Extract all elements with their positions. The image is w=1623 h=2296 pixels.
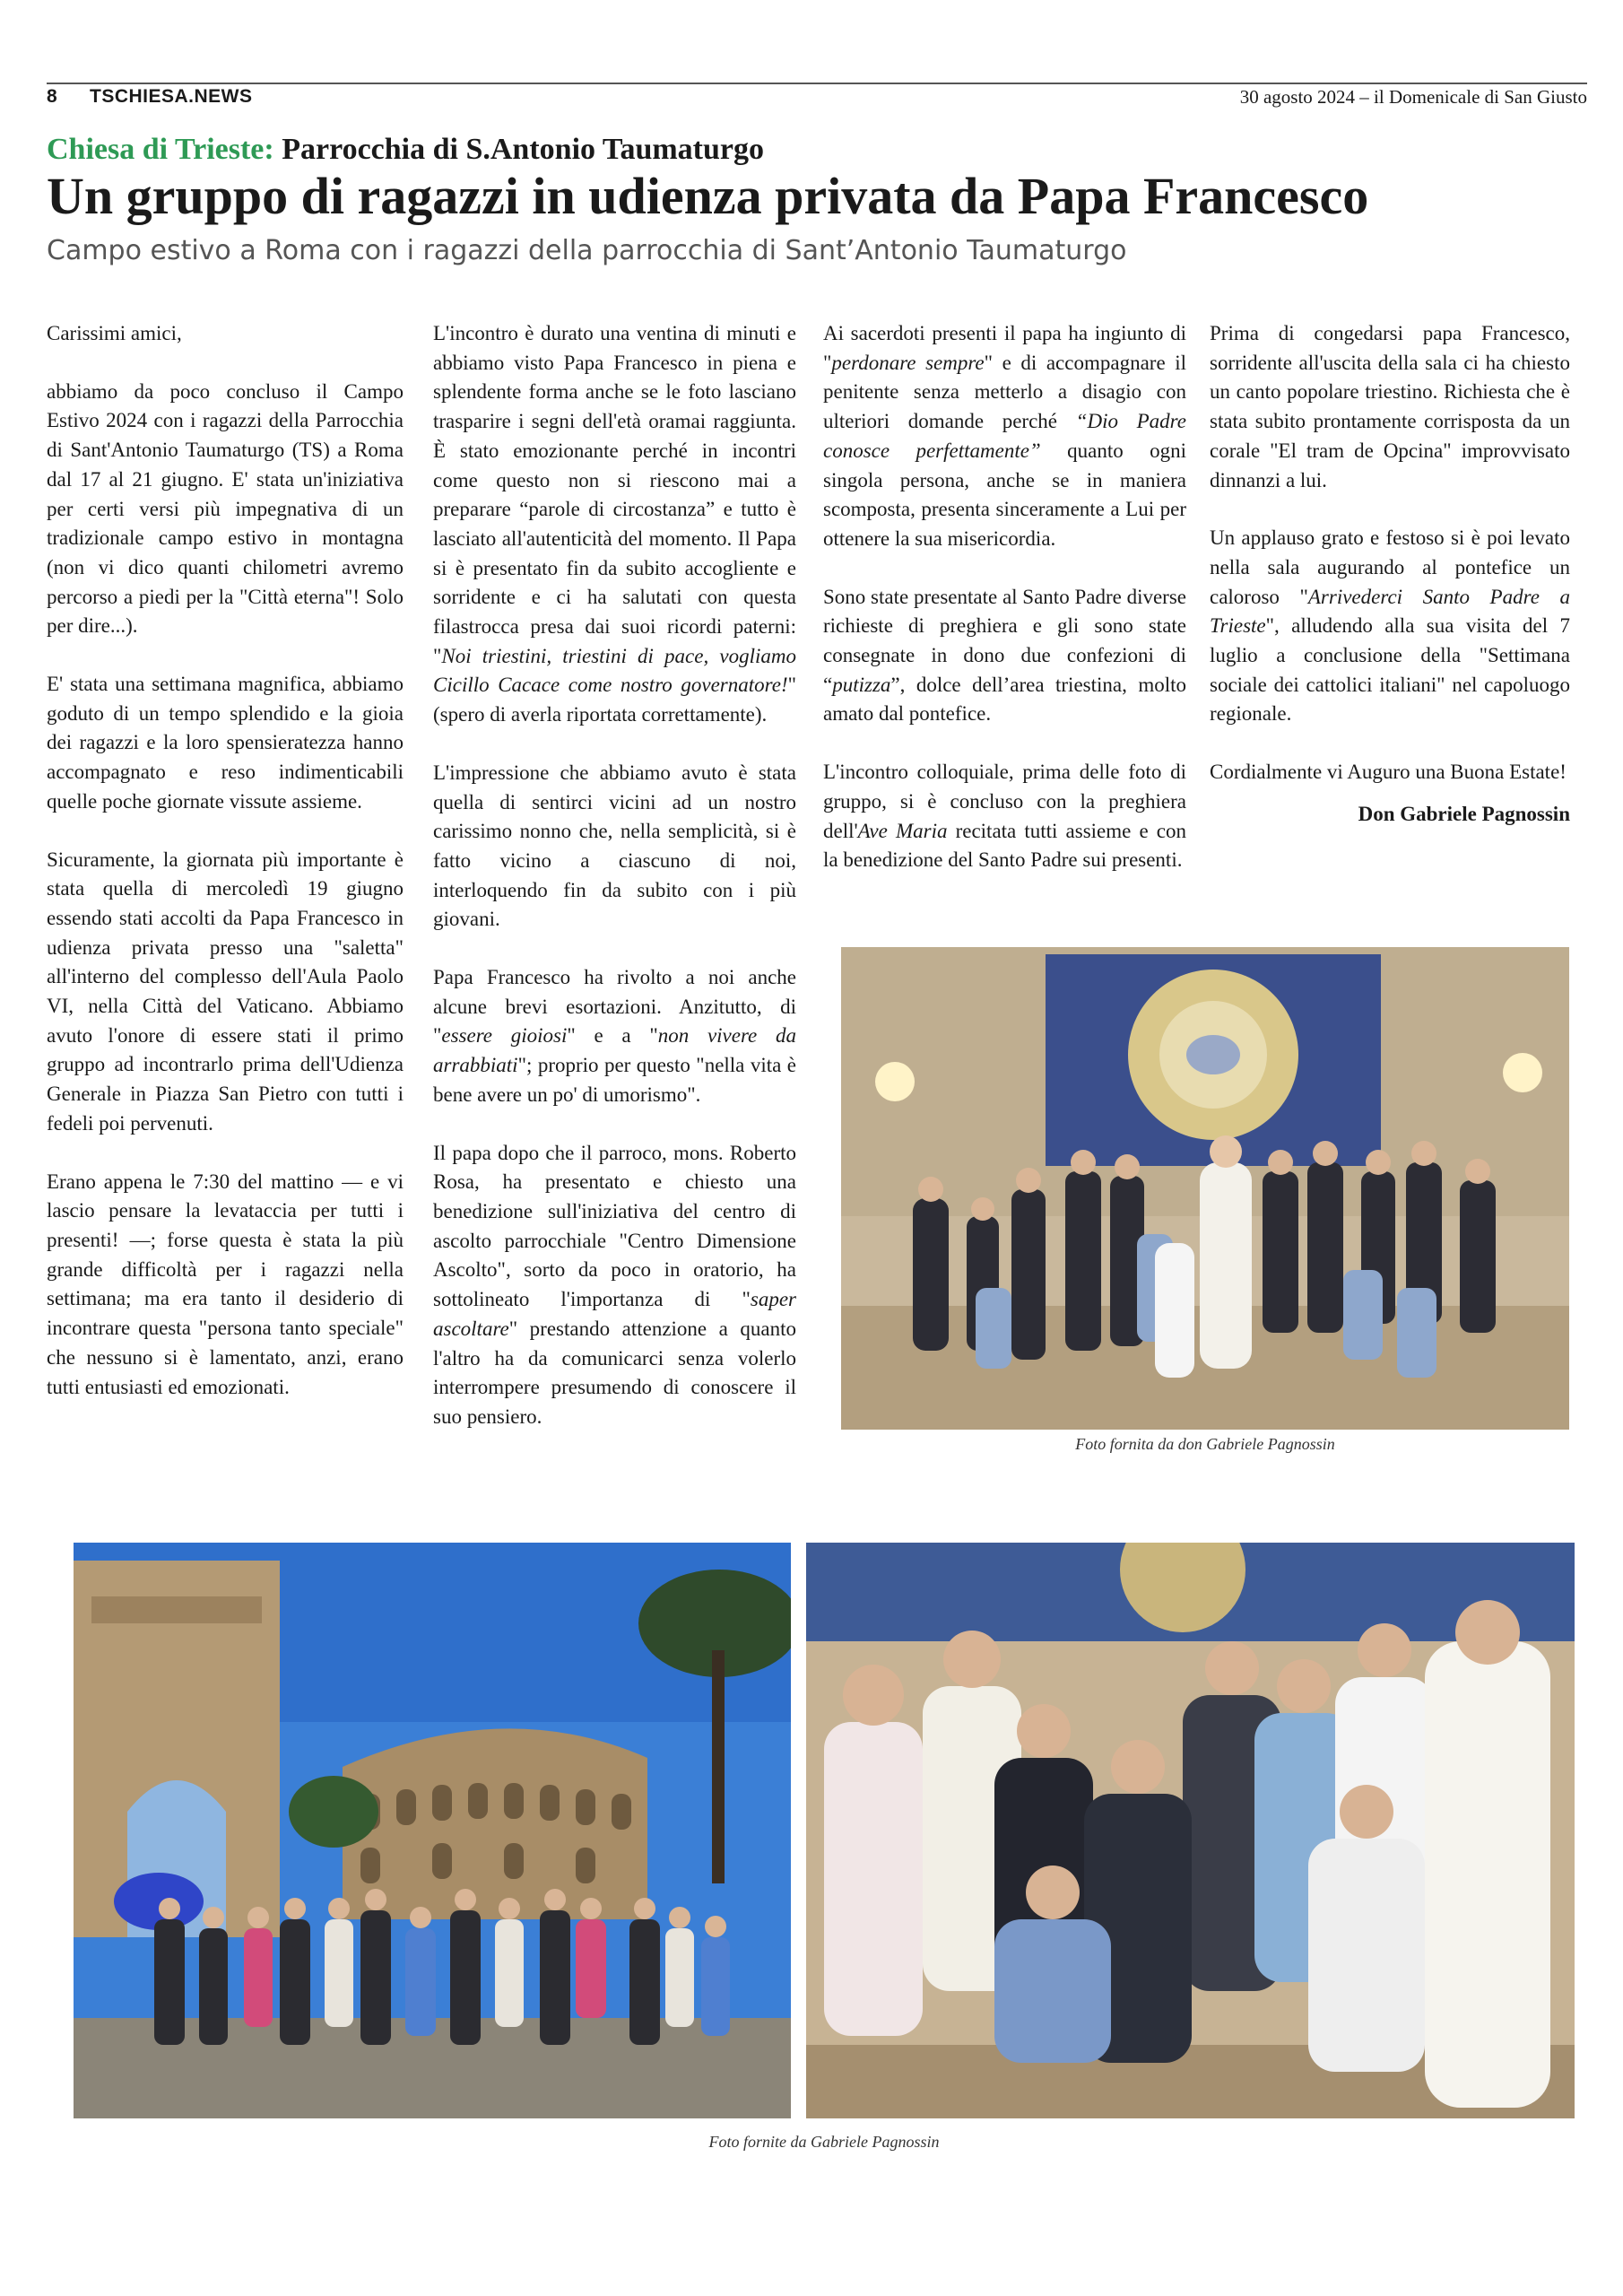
audience-photo <box>841 947 1569 1430</box>
paragraph: Cordialmente vi Auguro una Buona Estate! <box>1210 761 1567 784</box>
parish-label: Parrocchia di S.Antonio Taumaturgo <box>282 133 765 166</box>
article-title: Un gruppo di ragazzi in udienza privata da Papa Francesco <box>47 167 1369 225</box>
article-column-2 <box>433 319 796 1461</box>
article-subtitle: Campo estivo a Roma con i ragazzi della parrocchia di Sant’Antonio Taumaturgo <box>47 235 1127 266</box>
paragraph: E' stata una settimana magnifica, abbiamo goduto di un tempo splendido e la gioia dei ragazzi e la loro spensieratezza hanno accompagnato e reso indimenticabili quelle poche giornate vissute assieme. <box>47 673 404 813</box>
paragraph: Erano appena le 7:30 del mattino — e vi lascio pensare la levataccia per tutti i presenti! —; forse questa è stata la più grande difficoltà per i ragazzi nella settimana; ma era tanto il desiderio di incontrare questa "persona tanto speciale" che nessuno si è lamentato, anzi, erano tutti entusiasti ed emozionati. <box>47 1170 404 1398</box>
paragraph: L'incontro è durato una ventina di minuti e abbiamo visto Papa Francesco in piena e splendente forma anche se le foto lasciano trasparire i segni dell'età oramai raggiunta. È stato emozionante perché in incontri come questo non si riescono mai a preparare “parole di circostanza” e tutto è lasciato all'autenticità del momento. Il Papa si è presentato fin da subito accogliente e sorridente e ci ha salutati con questa filastrocca presa dai suoi ricordi paterni: "Noi triestini, triestini di pace, vogliamo Cicillo Cacace come nostro governatore!" (spero di averla riportata correttamente). <box>433 322 796 726</box>
paragraph: Il papa dopo che il parroco, mons. Roberto Rosa, ha presentato e chiesto una benedizione sull'iniziativa del centro di ascolto parrocchiale "Centro Dimensione Ascolto", sorto da poco in oratorio, ha sottolineato l'importanza di "saper ascoltare" prestando attenzione a quanto l'altro ha da comunicarci senza volerlo interrompere presumendo di conoscere il suo pensiero. <box>433 1141 796 1428</box>
article-kicker <box>47 133 764 167</box>
paragraph: Ai sacerdoti presenti il papa ha ingiunto di "perdonare sempre" e di accompagnare il penitente senza metterlo a disagio con ulteriori domande perché “Dio Padre conosce perfettamente” quanto ogni singola persona, anche se in maniera scomposta, presenta sinceramente a Lui per ottenere la sua misericordia. <box>823 322 1186 550</box>
paragraph: Carissimi amici, <box>47 322 182 344</box>
group-with-pope-photo <box>806 1543 1575 2118</box>
author-signature: Don Gabriele Pagnossin <box>1358 802 1570 825</box>
audience-photo-caption: Foto fornita da don Gabriele Pagnossin <box>1075 1435 1335 1453</box>
article-column-1 <box>47 319 404 1431</box>
paragraph: L'impressione che abbiamo avuto è stata quella di sentirci vicini ad un nostro carissimo nonno che, nella semplicità, si è fatto vicino a ciascuno di noi, interloquendo fin da subito con i più giovani. <box>433 761 796 931</box>
article-column-3 <box>823 319 1186 904</box>
section-label: Chiesa di Trieste: <box>47 133 274 166</box>
paragraph: Prima di congedarsi papa Francesco, sorridente all'uscita della sala ci ha chiesto un canto popolare triestino. Richiesta che è stata subito prontamente corrisposta da un corale "El tram de Opcina" improvvisato dinnanzi a lui. <box>1210 322 1570 491</box>
article-column-4 <box>1210 319 1570 830</box>
paragraph: Sono state presentate al Santo Padre diverse richieste di preghiera e gli sono state consegnate in dono due confezioni di “putizza”, dolce dell’area triestina, molto amato dal pontefice. <box>823 585 1186 726</box>
paragraph: abbiamo da poco concluso il Campo Estivo 2024 con i ragazzi della Parrocchia di Sant'Antonio Taumaturgo (TS) a Roma dal 17 al 21 giugno. E' stata un'iniziativa per certi versi più impegnativa di un tradizionale campo estivo in montagna (non vi dico quanti chilometri avremo percorso a piedi per la "Città eterna"! Solo per dire...). <box>47 379 404 638</box>
bottom-photos-caption: Foto fornite da Gabriele Pagnossin <box>708 2133 940 2151</box>
quoted-rhyme: Noi triestini, triestini di pace, vogliamo Cicillo Cacace come nostro governatore! <box>433 644 796 697</box>
issue-date: 30 agosto 2024 – il Domenicale di San Giusto <box>1239 86 1587 108</box>
paragraph: Un applauso grato e festoso si è poi levato nella sala augurando al pontefice un caloroso "Arrivederci Santo Padre a Trieste", alludendo alla sua visita del 7 luglio a conclusione della "Settimana sociale dei cattolici italiani" nel capoluogo regionale. <box>1210 526 1570 726</box>
paragraph: Papa Francesco ha rivolto a noi anche alcune brevi esortazioni. Anzitutto, di "essere gioiosi" e a "non vivere da arrabbiati"; proprio per questo "nella vita è bene avere un po' di umorismo". <box>433 966 796 1106</box>
header-rule <box>47 83 1587 84</box>
paragraph: L'incontro colloquiale, prima delle foto di gruppo, si è concluso con la preghiera dell'Ave Maria recitata tutti assieme e con la benedizione del Santo Padre sui presenti. <box>823 761 1187 872</box>
colosseum-photo <box>74 1543 791 2118</box>
site-name: TSCHIESA.NEWS <box>90 86 253 107</box>
page-number: 8 <box>47 86 57 107</box>
paragraph: Sicuramente, la giornata più importante è stata quella di mercoledì 19 giugno essendo stati accolti da Papa Francesco in udienza privata presso una "saletta" all'interno del complesso dell'Aula Paolo VI, nella Città del Vaticano. Abbiamo avuto l'onore di essere stati il primo gruppo ad incontrarlo prima dell'Udienza Generale in Piazza San Pietro con tutti i fedeli poi pervenuti. <box>47 848 404 1135</box>
